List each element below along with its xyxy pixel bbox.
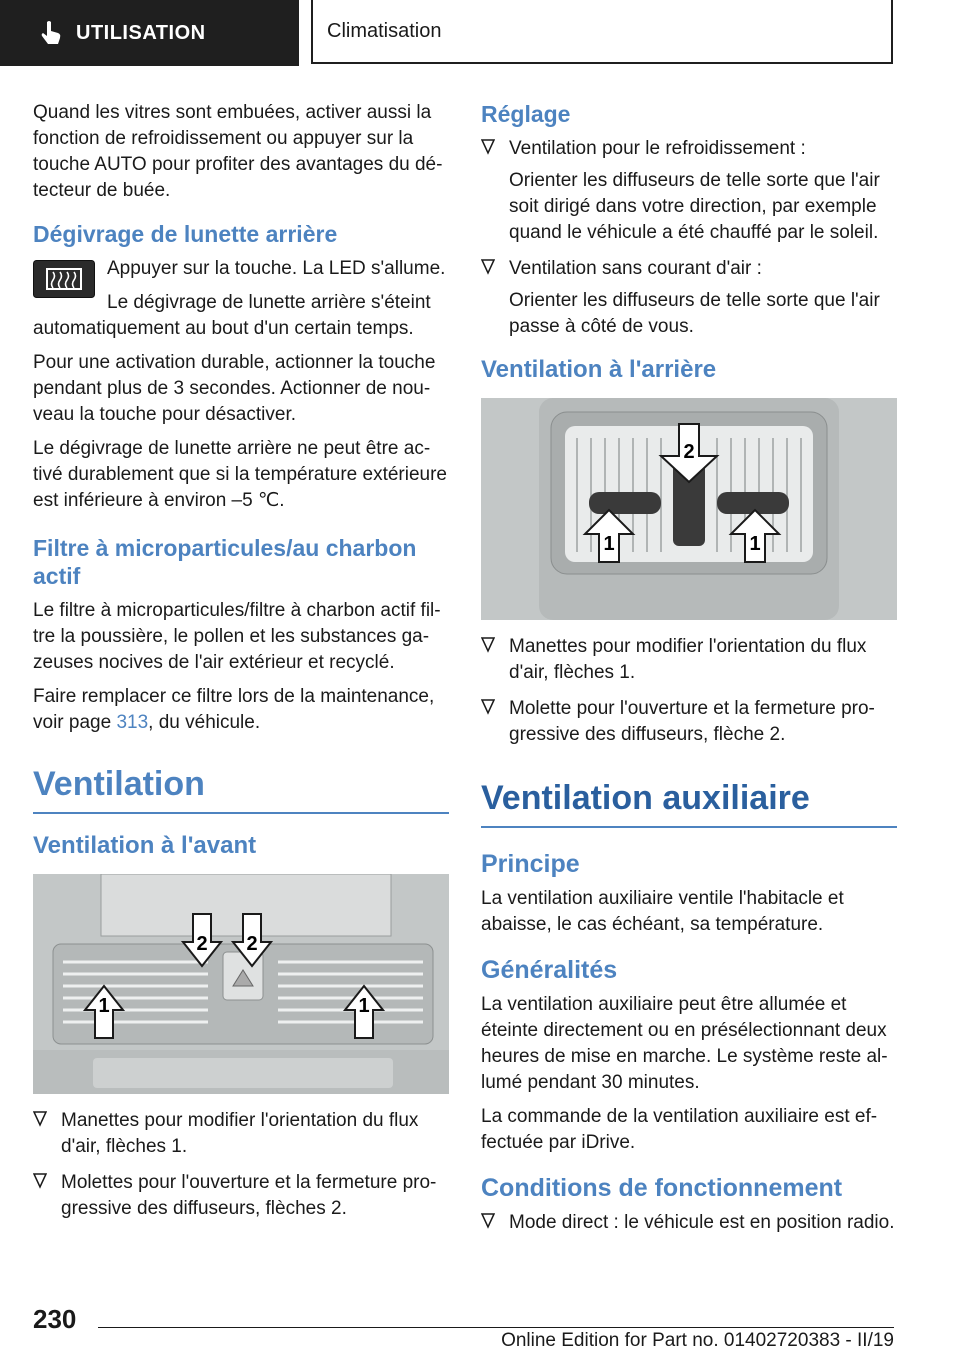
- rear-vents-illustration: [481, 398, 897, 620]
- filter-p1: Le filtre à microparticules/filtre à charbon actif fil-tre la poussière, le pollen et les substances ga-zeuses nocives de l'air extérieur et recyclé.: [33, 600, 441, 673]
- hand-pointer-icon: [40, 20, 62, 46]
- section-label: UTILISATION: [76, 21, 206, 44]
- list-item-label: Ventilation sans courant d'air :: [509, 258, 762, 279]
- list-item-text: Manettes pour modifier l'orientation du flux d'air, flèches 1.: [61, 1110, 419, 1157]
- page-header: [0, 0, 960, 66]
- list-item-text: Molette pour l'ouverture et la fermeture pro-gressive des diffuseurs, flèche 2.: [509, 698, 875, 745]
- principe-heading: Principe: [481, 850, 580, 878]
- list-item-text: Mode direct : le véhicule est en position radio.: [509, 1212, 895, 1233]
- list-item-text: Molettes pour l'ouverture et la fermeture pro-gressive des diffuseurs, flèches 2.: [61, 1172, 437, 1219]
- rear-vents-list: [481, 634, 897, 748]
- ventilation-heading: Ventilation: [33, 764, 449, 814]
- right-column: [481, 100, 897, 1246]
- reglage-heading: Réglage: [481, 101, 571, 127]
- intro-paragraph: Quand les vitres sont embuées, activer aussi la fonction de refroidissement ou appuyer sur la touche AUTO pour profiter des avantages du dé-tecteur de buée.: [33, 102, 443, 201]
- page-footer: [0, 1290, 960, 1362]
- conditions-heading: Conditions de fonctionnement: [481, 1174, 843, 1202]
- rear-defrost-button-icon: [33, 260, 95, 298]
- filter-p2: [33, 684, 449, 736]
- list-item: [33, 1108, 449, 1160]
- chapter-tab: [311, 0, 893, 64]
- chapter-label: Climatisation: [327, 19, 442, 42]
- filter-heading: Filtre à microparticules/au charbon actif: [33, 535, 417, 589]
- principe-text: La ventilation auxiliaire ventile l'habitacle et abaisse, le cas échéant, sa température.: [481, 888, 844, 935]
- general-heading: Généralités: [481, 956, 618, 984]
- edition-text: Online Edition for Part no. 01402720383 - II/19: [501, 1330, 894, 1351]
- filter-p2-tail: , du véhicule.: [148, 712, 261, 733]
- general-p2: La commande de la ventilation auxiliaire est ef-fectuée par iDrive.: [481, 1106, 878, 1153]
- triangle-bullet-icon: [33, 1173, 47, 1189]
- defog-p2: Le dégivrage de lunette arrière s'éteint automatiquement au bout d'un certain temps.: [33, 292, 431, 339]
- defog-p1: Appuyer sur la touche. La LED s'allume.: [107, 258, 446, 279]
- front-fig-label-2a: 2: [196, 933, 208, 955]
- conditions-list: [481, 1210, 897, 1236]
- front-ventilation-heading: Ventilation à l'avant: [33, 832, 257, 859]
- filter-p2-text: Faire remplacer ce filtre lors de la maintenance, voir page: [33, 686, 435, 733]
- list-item: [481, 696, 897, 748]
- reglage-list: [481, 136, 897, 340]
- rear-ventilation-heading: Ventilation à l'arrière: [481, 356, 717, 383]
- rear-vents-figure: [481, 398, 897, 620]
- defog-heading: Dégivrage de lunette arrière: [33, 221, 338, 247]
- front-fig-label-1b: 1: [358, 995, 370, 1017]
- rear-fig-label-1b: 1: [749, 533, 761, 555]
- front-vents-illustration: [33, 874, 449, 1094]
- page-number: 230: [33, 1304, 77, 1334]
- list-item: [33, 1170, 449, 1222]
- page-link[interactable]: 313: [116, 712, 149, 733]
- triangle-bullet-icon: [481, 259, 495, 275]
- aux-ventilation-heading: Ventilation auxiliaire: [481, 778, 897, 828]
- front-vents-list: [33, 1108, 449, 1222]
- general-p1: La ventilation auxiliaire peut être allumée et éteinte directement ou en présélectionnant deux heures de mise en marche. Le système reste al-lumé pendant 30 minutes.: [481, 994, 888, 1093]
- list-item-sub: Orienter les diffuseurs de telle sorte que l'air soit dirigé dans votre direction, par exemple quand le véhicule a été chauffé par le soleil.: [509, 170, 880, 243]
- list-item-sub: Orienter les diffuseurs de telle sorte que l'air passe à côté de vous.: [509, 290, 880, 337]
- front-vents-figure: [33, 874, 449, 1094]
- left-column: [33, 100, 449, 1232]
- triangle-bullet-icon: [481, 1213, 495, 1229]
- triangle-bullet-icon: [481, 139, 495, 155]
- rear-fig-label-1a: 1: [603, 533, 615, 555]
- list-item-label: Ventilation pour le refroidissement :: [509, 138, 806, 159]
- front-fig-label-1a: 1: [98, 995, 110, 1017]
- triangle-bullet-icon: [33, 1111, 47, 1127]
- triangle-bullet-icon: [481, 637, 495, 653]
- front-fig-label-2b: 2: [246, 933, 258, 955]
- list-item-text: Manettes pour modifier l'orientation du flux d'air, flèches 1.: [509, 636, 867, 683]
- list-item: [481, 256, 897, 340]
- rear-fig-label-2: 2: [683, 441, 695, 463]
- list-item: [481, 1210, 897, 1236]
- footer-divider: [98, 1327, 894, 1328]
- defog-p3: Pour une activation durable, actionner la touche pendant plus de 3 secondes. Actionner de nou-veau la touche pour désactiver.: [33, 352, 436, 425]
- defog-p4: Le dégivrage de lunette arrière ne peut être ac-tivé durablement que si la température extérieure est inférieure à environ –5 ℃.: [33, 438, 448, 511]
- list-item: [481, 136, 897, 246]
- triangle-bullet-icon: [481, 699, 495, 715]
- list-item: [481, 634, 897, 686]
- section-tab: [0, 0, 299, 66]
